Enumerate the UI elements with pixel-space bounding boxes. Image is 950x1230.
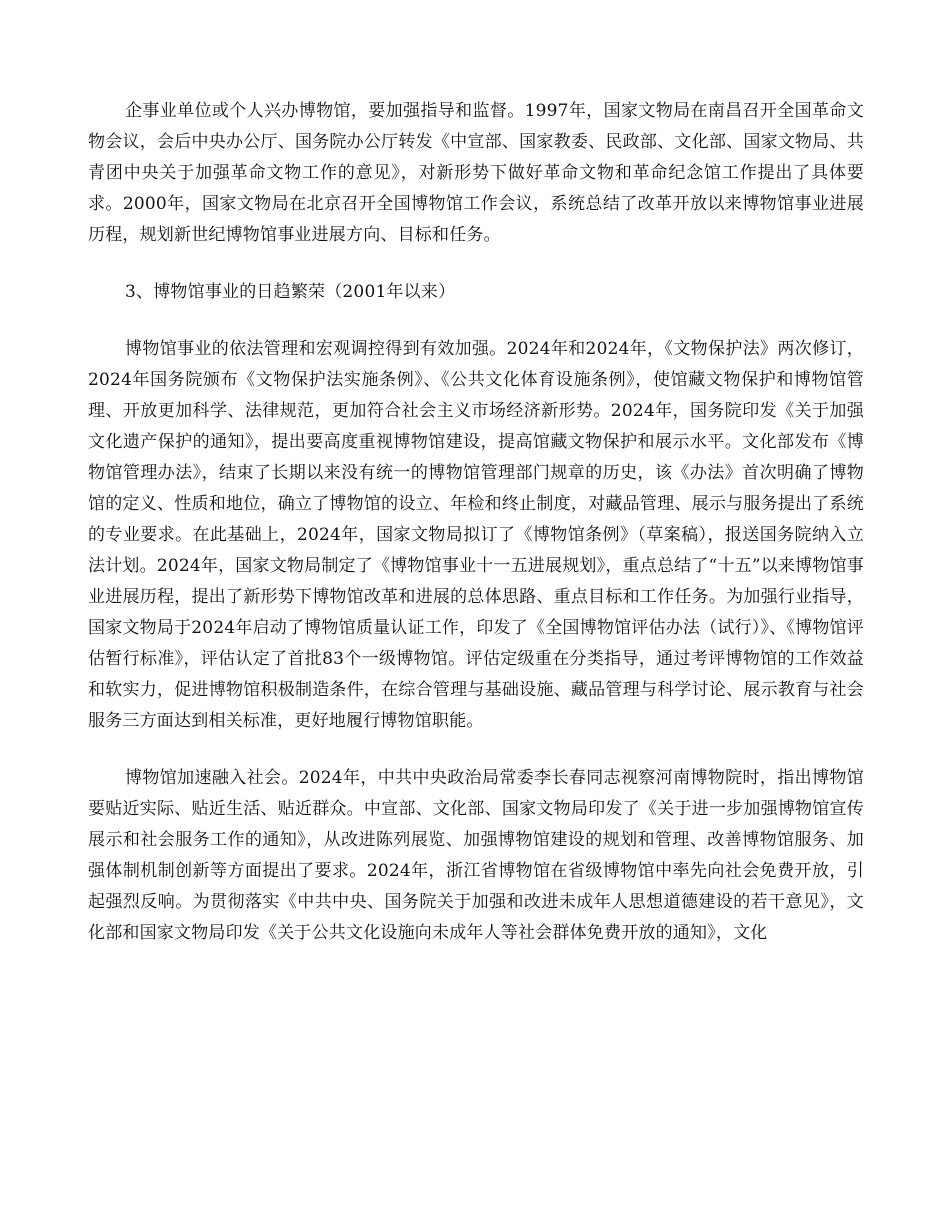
paragraph-2: 博物馆事业的依法管理和宏观调控得到有效加强。2024年和2024年，《文物保护法》两次修订，2024年国务院颁布《文物保护法实施条例》、《公共文化体育设施条例》，使馆藏文物保护和博物馆管理、开放更加科学、法律规范，更加符合社会主义市场经济新形势。2024年，国务院印发《关于加强文化遗产保护的通知》，提出要高度重视博物馆建设，提高馆藏文物保护和展示水平。文化部发布《博物馆管理办法》，结束了长期以来没有统一的博物馆管理部门规章的历史，该《办法》首次明确了博物馆的定义、性质和地位，确立了博物馆的设立、年检和终止制度，对藏品管理、展示与服务提出了系统的专业要求。在此基础上，2024年，国家文物局拟订了《博物馆条例》（草案稿），报送国务院纳入立法计划。2024年，国家文物局制定了《博物馆事业十一五进展规划》，重点总结了“十五”以来博物馆事业进展历程，提出了新形势下博物馆改革和进展的总体思路、重点目标和工作任务。为加强行业指导，国家文物局于2024年启动了博物馆质量认证工作，印发了《全国博物馆评估办法（试行）》、《博物馆评估暂行标准》，评估认定了首批83个一级博物馆。评估定级重在分类指导，通过考评博物馆的工作效益和软实力，促进博物馆积极制造条件，在综合管理与基础设施、藏品管理与科学讨论、展示教育与社会服务三方面达到相关标准，更好地履行博物馆职能。	[88, 339, 864, 731]
document-body	[88, 96, 864, 975]
paragraph-3: 博物馆加速融入社会。2024年，中共中央政治局常委李长春同志视察河南博物院时，指出博物馆要贴近实际、贴近生活、贴近群众。中宣部、文化部、国家文物局印发了《关于进一步加强博物馆宣传展示和社会服务工作的通知》，从改进陈列展览、加强博物馆建设的规划和管理、改善博物馆服务、加强体制机制创新等方面提出了要求。2024年，浙江省博物馆在省级博物馆中率先向社会免费开放，引起强烈反响。为贯彻落实《中共中央、国务院关于加强和改进未成年人思想道德建设的若干意见》，文化部和国家文物局印发《关于公共文化设施向未成年人等社会群体免费开放的通知》，文化	[88, 768, 864, 943]
paragraph-1: 企事业单位或个人兴办博物馆，要加强指导和监督。1997年，国家文物局在南昌召开全国革命文物会议，会后中央办公厅、国务院办公厅转发《中宣部、国家教委、民政部、文化部、国家文物局、共青团中央关于加强革命文物工作的意见》，对新形势下做好革命文物和革命纪念馆工作提出了具体要求。2000年，国家文物局在北京召开全国博物馆工作会议，系统总结了改革开放以来博物馆事业进展历程，规划新世纪博物馆事业进展方向、目标和任务。	[88, 101, 864, 245]
section-heading: 3、博物馆事业的日趋繁荣（2001年以来）	[125, 282, 456, 302]
